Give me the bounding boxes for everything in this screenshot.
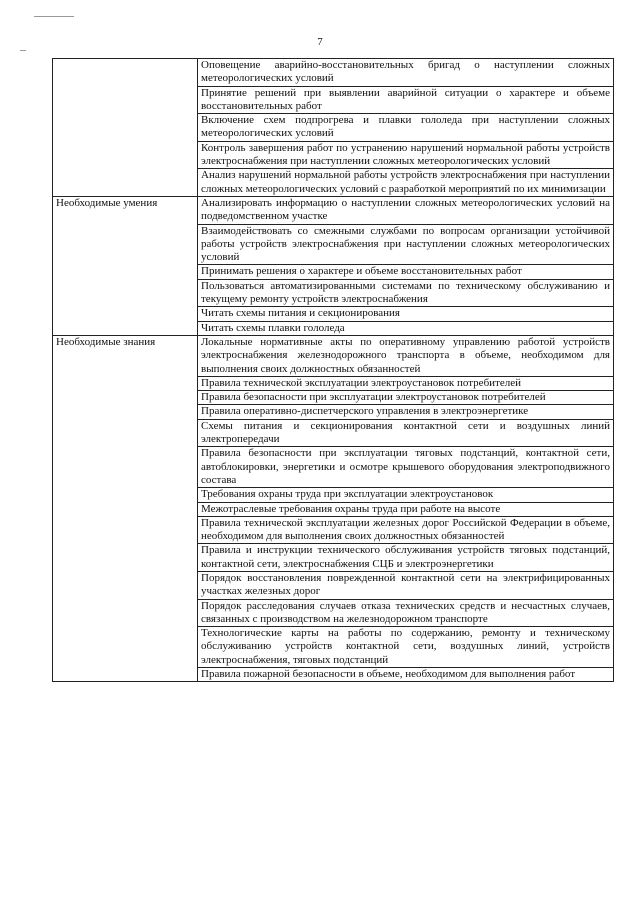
competency-table [52, 58, 614, 682]
requirement-item: Порядок расследования случаев отказа технических средств и несчастных случаев, связанных с производством на железнодорожном транспорте [198, 599, 614, 627]
requirement-item: Принимать решения о характере и объеме восстановительных работ [198, 265, 614, 279]
requirement-item: Правила пожарной безопасности в объеме, необходимом для выполнения работ [198, 668, 614, 682]
requirement-item: Технологические карты на работы по содержанию, ремонту и техническому обслуживанию устройств контактной сети, воздушных линий, устройств электроснабжения, тяговых подстанций [198, 627, 614, 668]
section-label: Необходимые знания [53, 335, 198, 681]
requirement-item: Анализировать информацию о наступлении сложных метеорологических условий на подведомственном участке [198, 196, 614, 224]
table-row [53, 59, 614, 87]
requirement-item: Пользоваться автоматизированными системами по техническому обслуживанию и текущему ремонту устройств электроснабжения [198, 279, 614, 307]
requirement-item: Локальные нормативные акты по оперативному управлению работой устройств электроснабжения железнодорожного транспорта в объеме, необходимом для выполнения своих должностных обязанностей [198, 335, 614, 376]
requirement-item: Требования охраны труда при эксплуатации электроустановок [198, 488, 614, 502]
competency-table-body [53, 59, 614, 682]
requirement-item: Анализ нарушений нормальной работы устройств электроснабжения при наступлении сложных метеорологических условий с разработкой мероприятий по их минимизации [198, 169, 614, 197]
requirement-item: Правила технической эксплуатации железных дорог Российской Федерации в объеме, необходимом для выполнения своих должностных обязанностей [198, 516, 614, 544]
requirement-item: Правила технической эксплуатации электроустановок потребителей [198, 376, 614, 390]
requirement-item: Правила безопасности при эксплуатации электроустановок потребителей [198, 391, 614, 405]
requirement-item: Правила оперативно-диспетчерского управления в электроэнергетике [198, 405, 614, 419]
table-row [53, 196, 614, 224]
requirement-item: Взаимодействовать со смежными службами по вопросам организации устойчивой работы устройств электроснабжения при наступлении сложных метеорологических условий [198, 224, 614, 265]
table-row [53, 335, 614, 376]
requirement-item: Порядок восстановления поврежденной контактной сети на электрифицированных участках железных дорог [198, 571, 614, 599]
requirement-item: Правила и инструкции технического обслуживания устройств тяговых подстанций, контактной сети, электроснабжения СЦБ и электроэнергетики [198, 544, 614, 572]
requirement-item: Принятие решений при выявлении аварийной ситуации о характере и объеме восстановительных работ [198, 86, 614, 114]
section-label: Необходимые умения [53, 196, 198, 335]
scan-artifact-top [34, 16, 74, 17]
requirement-item: Контроль завершения работ по устранению нарушений нормальной работы устройств электроснабжения при наступлении сложных метеорологических условий [198, 141, 614, 169]
requirement-item: Схемы питания и секционирования контактной сети и воздушных линий электропередачи [198, 419, 614, 447]
requirement-item: Читать схемы плавки гололеда [198, 321, 614, 335]
requirement-item: Межотраслевые требования охраны труда при работе на высоте [198, 502, 614, 516]
requirement-item: Включение схем подпрогрева и плавки гололеда при наступлении сложных метеорологических условий [198, 114, 614, 142]
requirement-item: Читать схемы питания и секционирования [198, 307, 614, 321]
requirement-item: Оповещение аварийно-восстановительных бригад о наступлении сложных метеорологических условий [198, 59, 614, 87]
requirement-item: Правила безопасности при эксплуатации тяговых подстанций, контактной сети, автоблокировки, энергетики и осмотре крышевого оборудования электроподвижного состава [198, 447, 614, 488]
section-label [53, 59, 198, 197]
page-number: 7 [317, 36, 323, 48]
scan-artifact-left [20, 50, 26, 51]
